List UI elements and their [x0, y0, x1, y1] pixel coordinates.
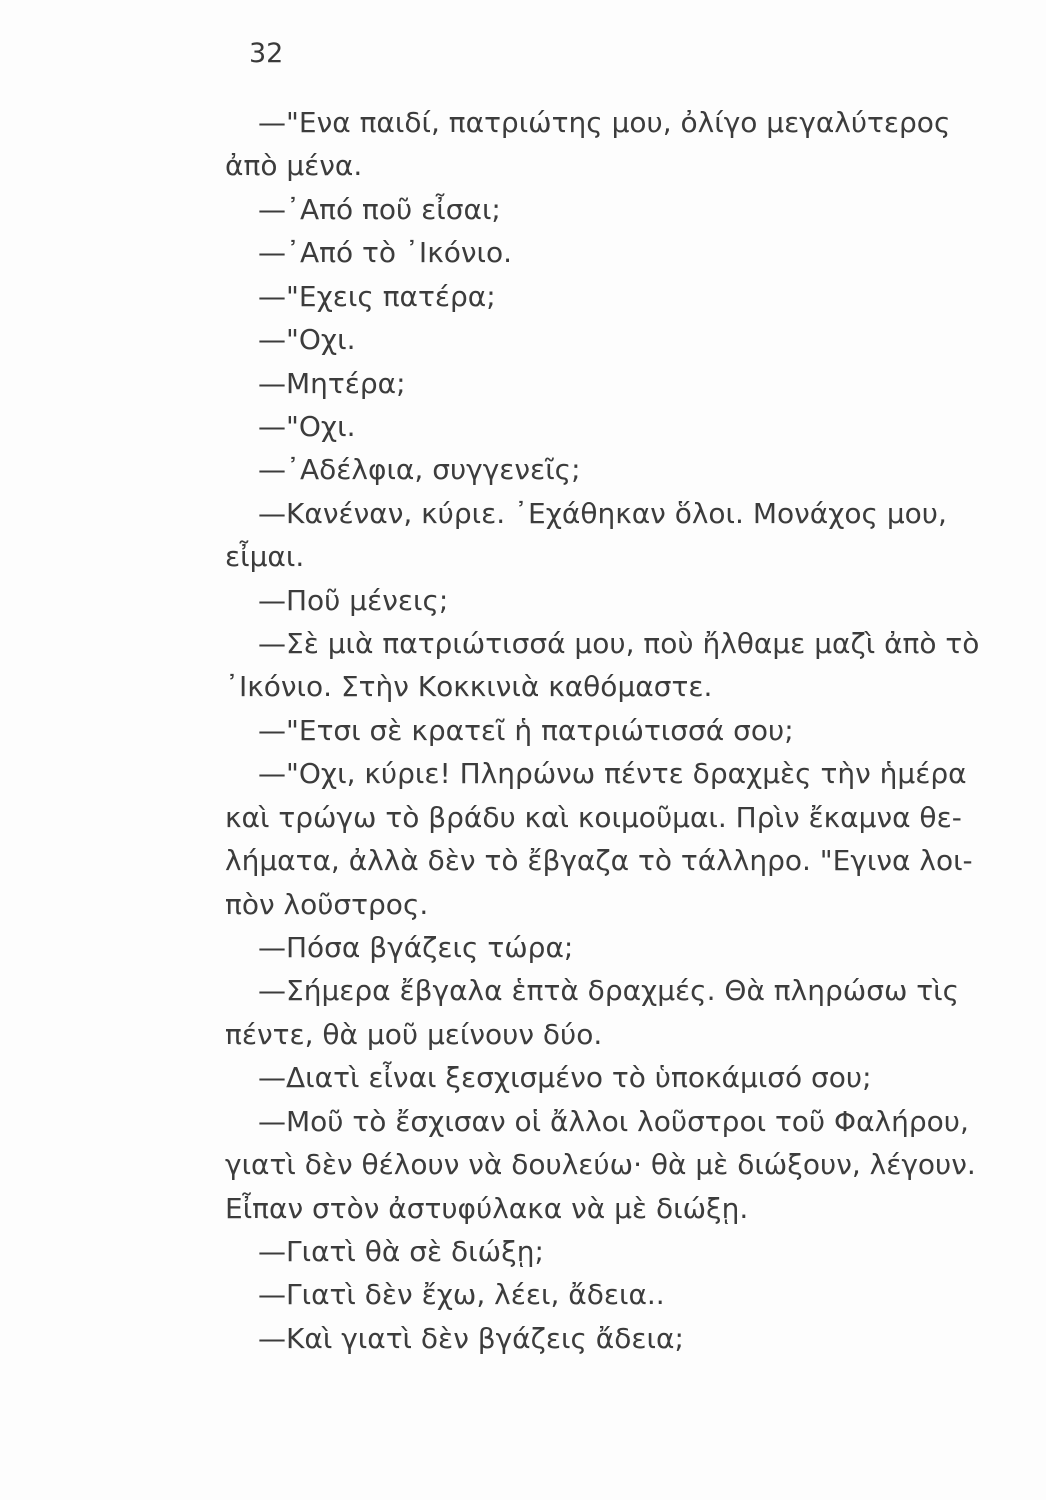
text-line: ἀπὸ μένα.	[225, 149, 363, 182]
text-line: —"Οχι.	[258, 410, 356, 443]
text-line: —"Οχι, κύριε! Πληρώνω πέντε δραχμὲς τὴν ἡμέρα	[258, 757, 967, 790]
text-line: —Σήμερα ἔβγαλα ἑπτὰ δραχμές. Θὰ πληρώσω τὶς	[258, 974, 960, 1007]
text-line: —Σὲ μιὰ πατριώτισσά μου, ποὺ ἤλθαμε μαζὶ ἀπὸ τὸ	[258, 627, 980, 660]
text-line: —"Εχεις πατέρα;	[258, 280, 496, 313]
text-line: ᾽Ικόνιο. Στὴν Κοκκινιὰ καθόμαστε.	[225, 670, 713, 703]
text-line: εἶμαι.	[225, 540, 305, 573]
text-line: πέντε, θὰ μοῦ μείνουν δύο.	[225, 1018, 603, 1051]
text-line: Εἶπαν στὸν ἀστυφύλακα νὰ μὲ διώξῃ.	[225, 1192, 749, 1225]
text-line: —Μητέρα;	[258, 367, 406, 400]
text-line: —"Οχι.	[258, 323, 356, 356]
text-line: —᾽Αδέλφια, συγγενεῖς;	[258, 453, 581, 486]
text-line: λήματα, ἀλλὰ δὲν τὸ ἔβγαζα τὸ τάλληρο. "Εγινα λοι-	[225, 844, 973, 877]
text-line: —"Ενα παιδί, πατριώτης μου, ὀλίγο μεγαλύτερος	[258, 106, 951, 139]
text-line: —Διατὶ εἶναι ξεσχισμένο τὸ ὑποκάμισό σου;	[258, 1061, 872, 1094]
text-line: —Κανέναν, κύριε. ᾽Εχάθηκαν ὅλοι. Μονάχος μου,	[258, 497, 947, 530]
text-line: —Καὶ γιατὶ δὲν βγάζεις ἄδεια;	[258, 1322, 684, 1355]
text-line: —Γιατὶ θὰ σὲ διώξῃ;	[258, 1235, 544, 1268]
text-line: —Πόσα βγάζεις τώρα;	[258, 931, 574, 964]
text-line: —Μοῦ τὸ ἔσχισαν οἱ ἄλλοι λοῦστροι τοῦ Φαλήρου,	[258, 1105, 969, 1138]
text-line: πὸν λοῦστρος.	[225, 888, 429, 921]
text-line: —Ποῦ μένεις;	[258, 584, 449, 617]
text-line: —Γιατὶ δὲν ἔχω, λέει, ἄδεια..	[258, 1278, 665, 1311]
page-number: 32	[249, 38, 284, 69]
text-line: —᾽Από ποῦ εἶσαι;	[258, 193, 501, 226]
text-line: γιατὶ δὲν θέλουν νὰ δουλεύω· θὰ μὲ διώξουν, λέγουν.	[225, 1148, 976, 1181]
text-line: καὶ τρώγω τὸ βράδυ καὶ κοιμοῦμαι. Πρὶν ἔκαμνα θε-	[225, 801, 962, 834]
text-line: —"Ετσι σὲ κρατεῖ ἡ πατριώτισσά σου;	[258, 714, 794, 747]
text-line: —᾽Από τὸ ᾽Ικόνιο.	[258, 236, 512, 269]
